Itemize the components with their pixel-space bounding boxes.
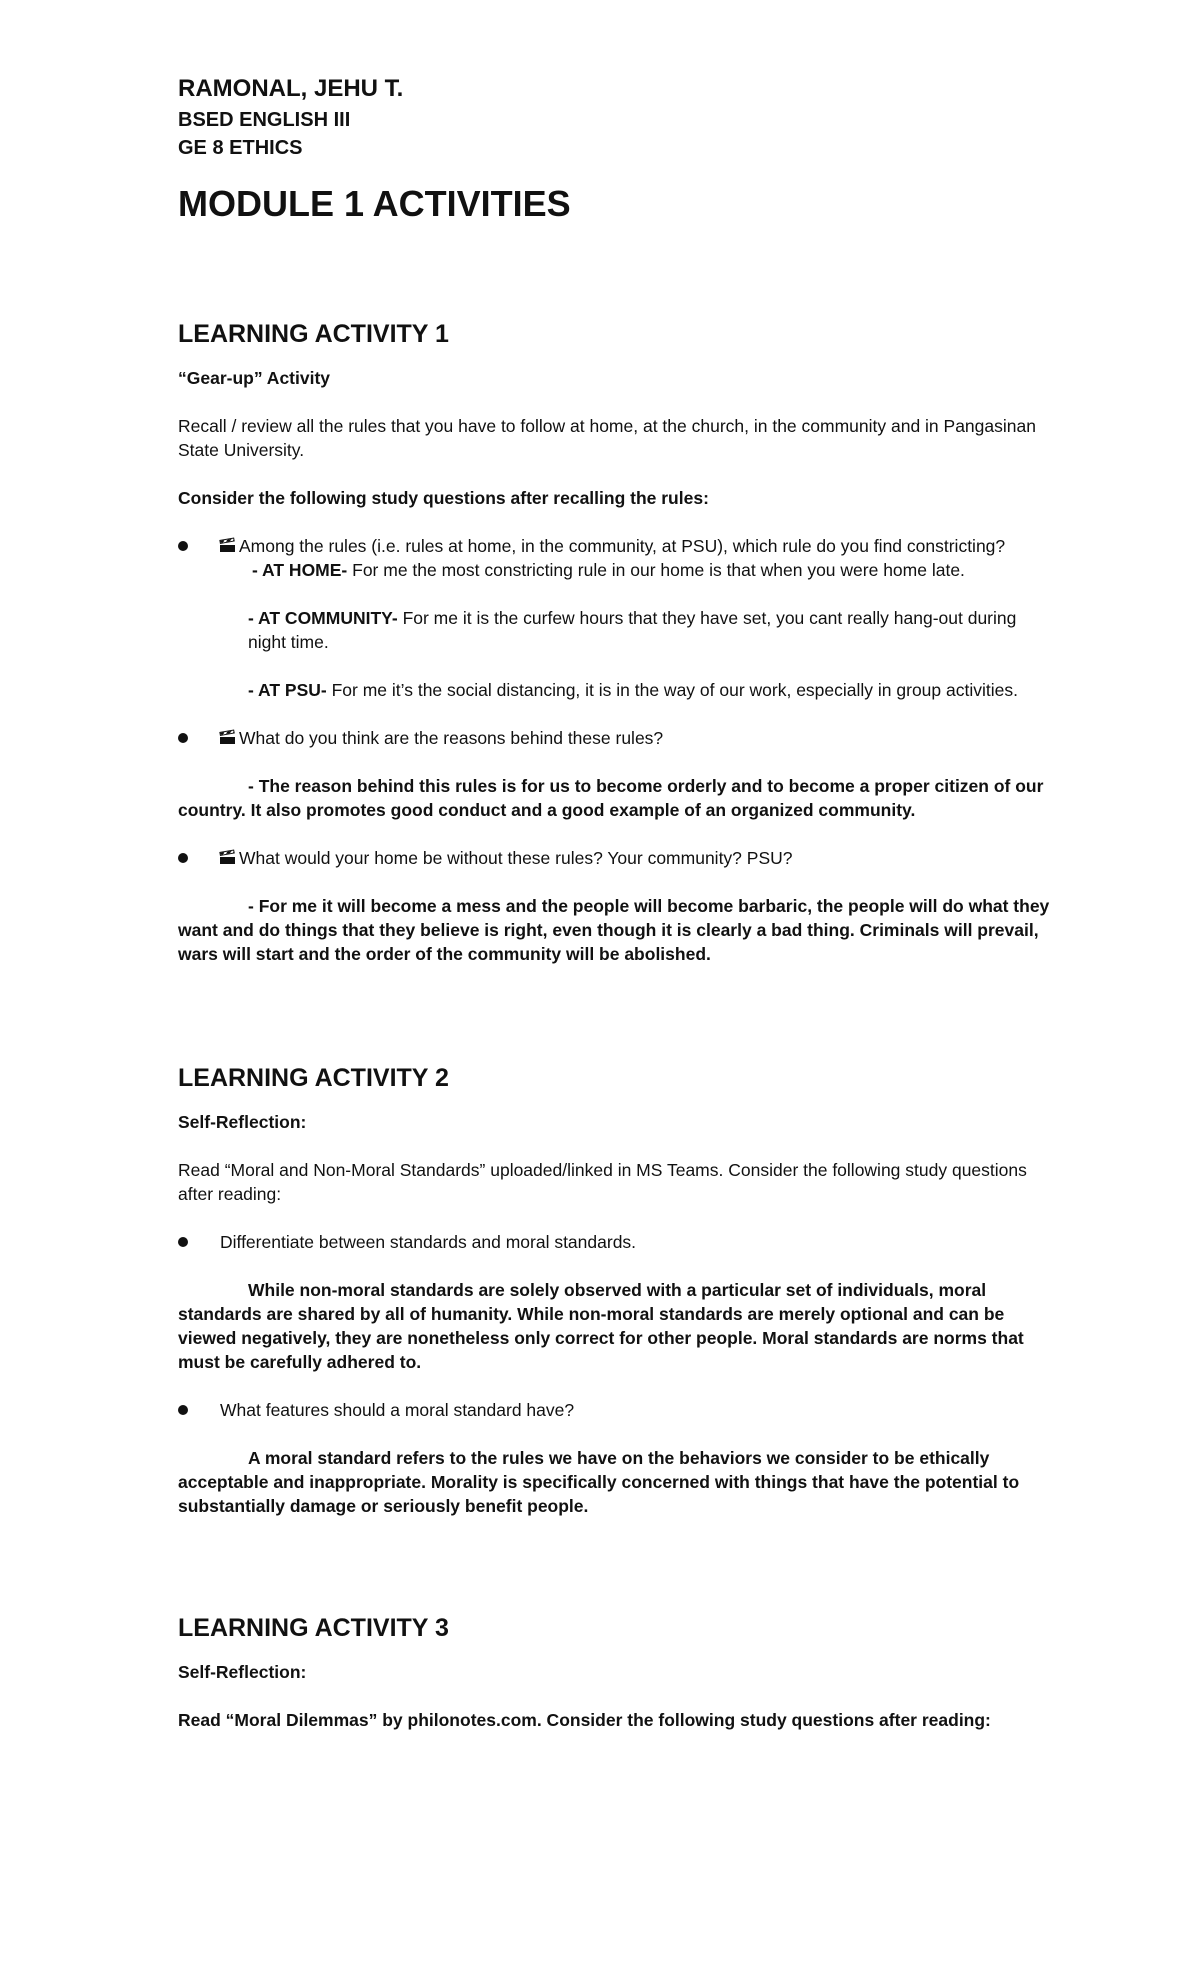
- activity2-q1-answer: While non-moral standards are solely observed with a particular set of individuals, moral standards are shared by all of humanity. While non-moral standards are merely optional and can be viewed negatively, they are nonetheless only correct for other people. Moral standards are norms that must be carefully adhered to.: [178, 1280, 1024, 1372]
- bullet-dot-icon: [178, 733, 188, 743]
- activity1-q3-answer: - For me it will become a mess and the people will become barbaric, the people will do what they want and do things that they believe is right, even though it is clearly a bad thing. Criminals will prevail, wars will start and the order of the community will be abolished.: [178, 896, 1050, 964]
- answer-text-psu: For me it’s the social distancing, it is in the way of our work, especially in group activities.: [326, 680, 1018, 700]
- activity2-instruction: Read “Moral and Non-Moral Standards” uploaded/linked in MS Teams. Consider the following study questions after reading:: [178, 1160, 1027, 1204]
- clapperboard-icon: [220, 732, 236, 744]
- activity2-subheading: Self-Reflection:: [178, 1112, 307, 1132]
- question-text: What would your home be without these rules? Your community? PSU?: [239, 848, 793, 868]
- activity3-subheading: Self-Reflection:: [178, 1662, 307, 1682]
- clapperboard-icon: [220, 540, 236, 552]
- activity1-question-2: [178, 726, 1050, 750]
- student-name: RAMONAL, JEHU T.: [178, 75, 404, 102]
- activity3-heading: LEARNING ACTIVITY 3: [178, 1614, 449, 1642]
- activity2-q2-answer: A moral standard refers to the rules we have on the behaviors we consider to be ethically acceptable and inappropriate. Morality is specifically concerned with things that have the potential to substantially damage or seriously benefit people.: [178, 1448, 1020, 1516]
- clapperboard-icon: [220, 852, 236, 864]
- activity1-subheading: “Gear-up” Activity: [178, 368, 331, 388]
- question-text: Among the rules (i.e. rules at home, in the community, at PSU), which rule do you find constricting?: [239, 536, 1006, 556]
- answer-label-psu: - AT PSU-: [248, 680, 327, 700]
- answer-label-community: - AT COMMUNITY-: [248, 608, 398, 628]
- activity1-question-1: [178, 534, 1050, 558]
- question-text: What do you think are the reasons behind these rules?: [239, 728, 664, 748]
- activity2-question-1: [178, 1230, 1050, 1254]
- answer-text-community: For me it is the curfew hours that they have set, you cant really hang-out during night time.: [248, 608, 1017, 652]
- activity1-heading: LEARNING ACTIVITY 1: [178, 320, 449, 348]
- question-text: What features should a moral standard have?: [220, 1400, 575, 1420]
- course-line: BSED ENGLISH III: [178, 109, 351, 131]
- activity2-question-2: [178, 1398, 1050, 1422]
- bullet-dot-icon: [178, 541, 188, 551]
- bullet-dot-icon: [178, 853, 188, 863]
- bullet-dot-icon: [178, 1237, 188, 1247]
- answer-label-home: - AT HOME-: [252, 560, 348, 580]
- question-text: Differentiate between standards and moral standards.: [220, 1232, 637, 1252]
- activity1-prompt: Consider the following study questions after recalling the rules:: [178, 488, 709, 508]
- activity2-heading: LEARNING ACTIVITY 2: [178, 1064, 449, 1092]
- bullet-dot-icon: [178, 1405, 188, 1415]
- activity1-question-3: [178, 846, 1050, 870]
- activity3-instruction: Read “Moral Dilemmas” by philonotes.com. Consider the following study questions after reading:: [178, 1710, 991, 1730]
- subject-line: GE 8 ETHICS: [178, 137, 303, 159]
- activity1-q1-answers: [178, 558, 1050, 702]
- module-title: MODULE 1 ACTIVITIES: [178, 183, 571, 224]
- activity1-instruction: Recall / review all the rules that you have to follow at home, at the church, in the community and in Pangasinan State University.: [178, 416, 1036, 460]
- activity1-q2-answer: - The reason behind this rules is for us to become orderly and to become a proper citizen of our country. It also promotes good conduct and a good example of an organized community.: [178, 776, 1044, 820]
- answer-text-home: For me the most constricting rule in our home is that when you were home late.: [347, 560, 965, 580]
